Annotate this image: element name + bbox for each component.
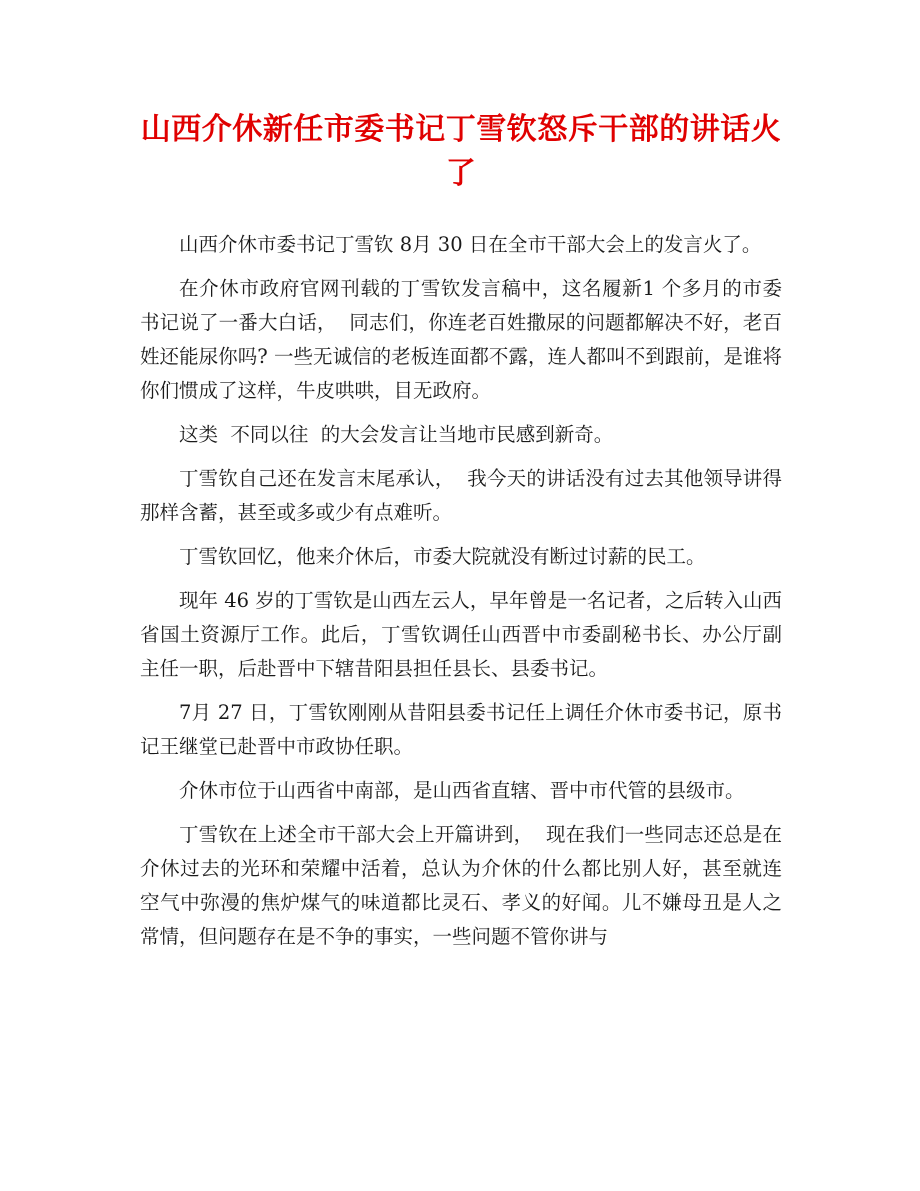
document-body <box>140 228 782 954</box>
paragraph: 丁雪钦自己还在发言末尾承认， 我今天的讲话没有过去其他领导讲得那样含蓄，甚至或多或少有点难听。 <box>140 467 782 524</box>
paragraph: 在介休市政府官网刊载的丁雪钦发言稿中，这名履新1 个多月的市委书记说了一番大白话， 同志们，你连老百姓撒尿的问题都解决不好，老百姓还能尿你吗? 一些无诚信的老板连面都不露，连人都叫不到跟前，是谁将你们惯成了这样，牛皮哄哄，目无政府。 <box>140 277 782 402</box>
paragraph: 7月 27 日，丁雪钦刚刚从昔阳县委书记任上调任介休市委书记，原书记王继堂已赴晋中市政协任职。 <box>140 701 782 758</box>
paragraph: 现年 46 岁的丁雪钦是山西左云人，早年曾是一名记者，之后转入山西省国土资源厅工作。此后，丁雪钦调任山西晋中市委副秘书长、办公厅副主任一职，后赴晋中下辖昔阳县担任县长、县委书记。 <box>140 589 782 680</box>
paragraph: 山西介休市委书记丁雪钦 8月 30 日在全市干部大会上的发言火了。 <box>179 233 762 256</box>
paragraph: 丁雪钦回忆，他来介休后，市委大院就没有断过讨薪的民工。 <box>179 545 706 568</box>
paragraph: 介休市位于山西省中南部，是山西省直辖、晋中市代管的县级市。 <box>179 779 745 802</box>
document-page <box>140 108 782 964</box>
paragraph: 丁雪钦在上述全市干部大会上开篇讲到， 现在我们一些同志还总是在介休过去的光环和荣耀中活着，总认为介休的什么都比别人好，甚至就连空气中弥漫的焦炉煤气的味道都比灵石、孝义的好闻。儿不嫌母丑是人之常情，但问题存在是不争的事实，一些问题不管你讲与 <box>140 823 782 948</box>
document-title: 山西介休新任市委书记丁雪钦怒斥干部的讲话火了 <box>140 112 782 191</box>
paragraph: 这类 不同以往 的大会发言让当地市民感到新奇。 <box>179 423 614 446</box>
